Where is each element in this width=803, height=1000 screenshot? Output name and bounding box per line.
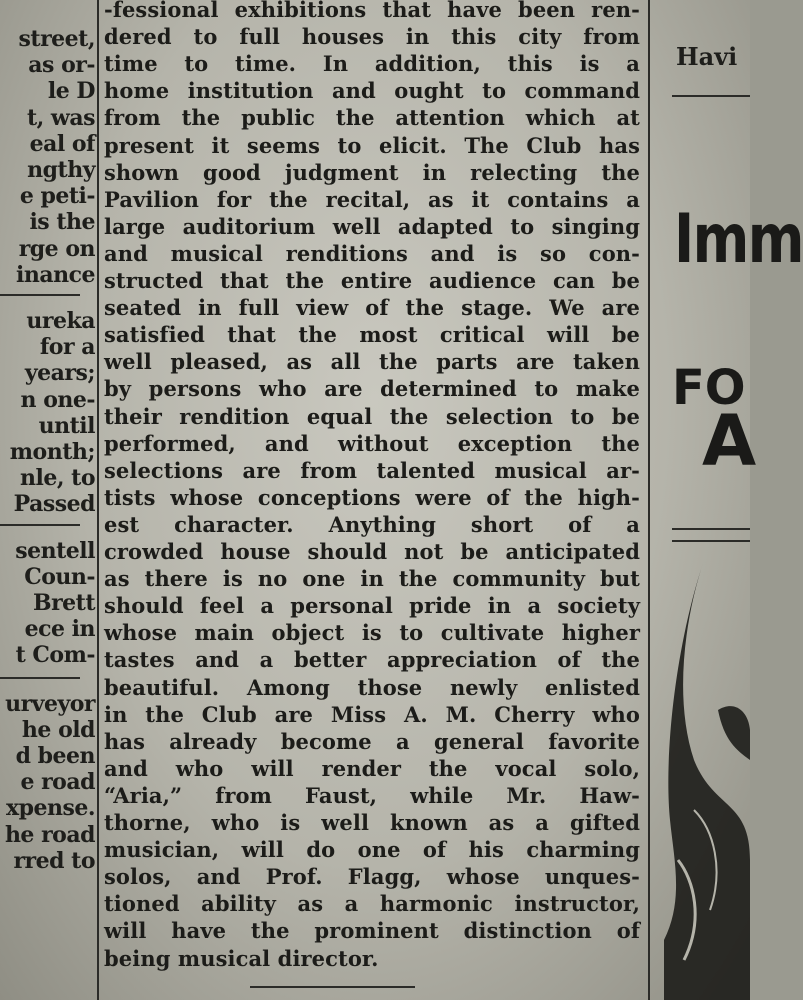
article-line: whose main object is to cultivate higher — [104, 620, 640, 646]
column-rule-left — [97, 0, 99, 1000]
article-line: home institution and ought to command — [104, 78, 640, 104]
left-column-line: is the — [29, 209, 95, 236]
article-line: tastes and a better appreciation of the — [104, 647, 640, 673]
article-line: their rendition equal the selection to be — [104, 403, 640, 429]
article-line: Pavilion for the recital, as it contains a — [104, 186, 640, 212]
article-line: and who will render the vocal solo, — [104, 755, 640, 781]
right-divider — [672, 540, 750, 542]
article-line: tists whose conceptions were of the high- — [104, 484, 640, 510]
article-line: being musical director. — [104, 945, 379, 971]
left-column-divider — [0, 524, 80, 526]
right-column — [652, 0, 803, 1000]
article-line: well pleased, as all the parts are taken — [104, 349, 640, 375]
article-line: in the Club are Miss A. M. Cherry who — [104, 701, 640, 727]
article-line: tioned ability as a harmonic instructor, — [104, 891, 640, 917]
left-column-line: he road — [4, 821, 95, 848]
left-column-line: nle, to — [19, 465, 95, 492]
left-column-line: le D — [47, 78, 95, 105]
right-headline-fragment: Imm — [674, 200, 803, 279]
article-line: by persons who are determined to make — [104, 376, 640, 402]
right-divider — [672, 95, 750, 97]
article-line: from the public the attention which at — [104, 105, 640, 131]
left-column-divider — [0, 677, 80, 679]
article-line: as there is no one in the community but — [104, 566, 640, 592]
left-column-line: e peti- — [19, 183, 95, 210]
left-column-line: xpense. — [5, 795, 95, 822]
article-line: time to time. In addition, this is a — [104, 51, 640, 77]
left-column-line: t Com- — [15, 642, 95, 669]
article-line: and musical renditions and is so con- — [104, 240, 640, 266]
left-column-line: month; — [9, 439, 95, 465]
left-column-line: t, was — [26, 104, 95, 131]
article-line: performed, and without exception the — [104, 430, 640, 456]
article-line: “Aria,” from Faust, while Mr. Haw- — [104, 782, 640, 808]
left-column-line: years; — [24, 360, 95, 387]
article-line: has already become a general favorite — [104, 728, 640, 754]
left-column-line: Passed — [13, 491, 95, 518]
article-line: solos, and Prof. Flagg, whose unques- — [104, 864, 640, 890]
left-column-line: sentell — [15, 537, 95, 564]
article-line: should feel a personal pride in a society — [104, 593, 640, 619]
left-column-line: as or- — [28, 52, 95, 79]
left-column-line: inance — [16, 261, 95, 288]
right-divider — [672, 528, 750, 530]
article-line: thorne, who is well known as a gifted — [104, 810, 640, 835]
left-column — [0, 26, 95, 986]
left-column-line: ngthy — [27, 157, 95, 183]
article-line: dered to full houses in this city from — [104, 24, 640, 50]
engraved-illustration — [664, 560, 750, 1000]
left-column-line: Coun- — [24, 563, 95, 590]
left-column-line: rred to — [13, 847, 95, 874]
article-line: -fessional exhibitions that have been ren- — [104, 0, 640, 22]
left-column-line: d been — [15, 743, 95, 769]
article-line: satisfied that the most critical will be — [104, 322, 640, 348]
article-line: beautiful. Among those newly enlisted — [104, 674, 640, 700]
article-line: structed that the entire audience can be — [104, 268, 640, 293]
article-line: est character. Anything short of a — [104, 511, 640, 537]
article-line: shown good judgment in relecting the — [104, 159, 640, 185]
article-line: musician, will do one of his charming — [104, 837, 640, 863]
article-line: large auditorium well adapted to singing — [104, 213, 640, 239]
article-line: crowded house should not be anticipated — [104, 539, 640, 564]
article-end-rule — [250, 986, 415, 988]
left-column-line: rge on — [18, 235, 95, 262]
left-column-line: n one- — [20, 386, 95, 413]
article-line: selections are from talented musical ar- — [104, 457, 640, 483]
left-column-line: ureka — [26, 308, 95, 334]
left-column-line: ece in — [24, 616, 95, 643]
article-column — [104, 0, 644, 990]
right-large-letter: A — [702, 400, 757, 482]
article-line: seated in full view of the stage. We are — [104, 295, 640, 321]
left-column-line: he old — [21, 716, 95, 743]
left-column-line: for a — [39, 334, 95, 361]
left-column-divider — [0, 294, 80, 296]
right-subhead-fragment: FO — [672, 360, 746, 416]
left-column-line: Brett — [32, 590, 95, 616]
article-line: present it seems to elicit. The Club has — [104, 132, 640, 158]
left-column-line: urveyor — [5, 690, 95, 717]
article-line: will have the prominent distinction of — [104, 918, 640, 944]
left-column-line: street, — [18, 26, 95, 52]
right-heading-fragment: Havi — [676, 42, 738, 71]
left-column-line: until — [38, 412, 95, 439]
left-column-line: e road — [20, 769, 95, 796]
left-column-line: eal of — [29, 130, 95, 157]
column-rule-right — [648, 0, 650, 1000]
